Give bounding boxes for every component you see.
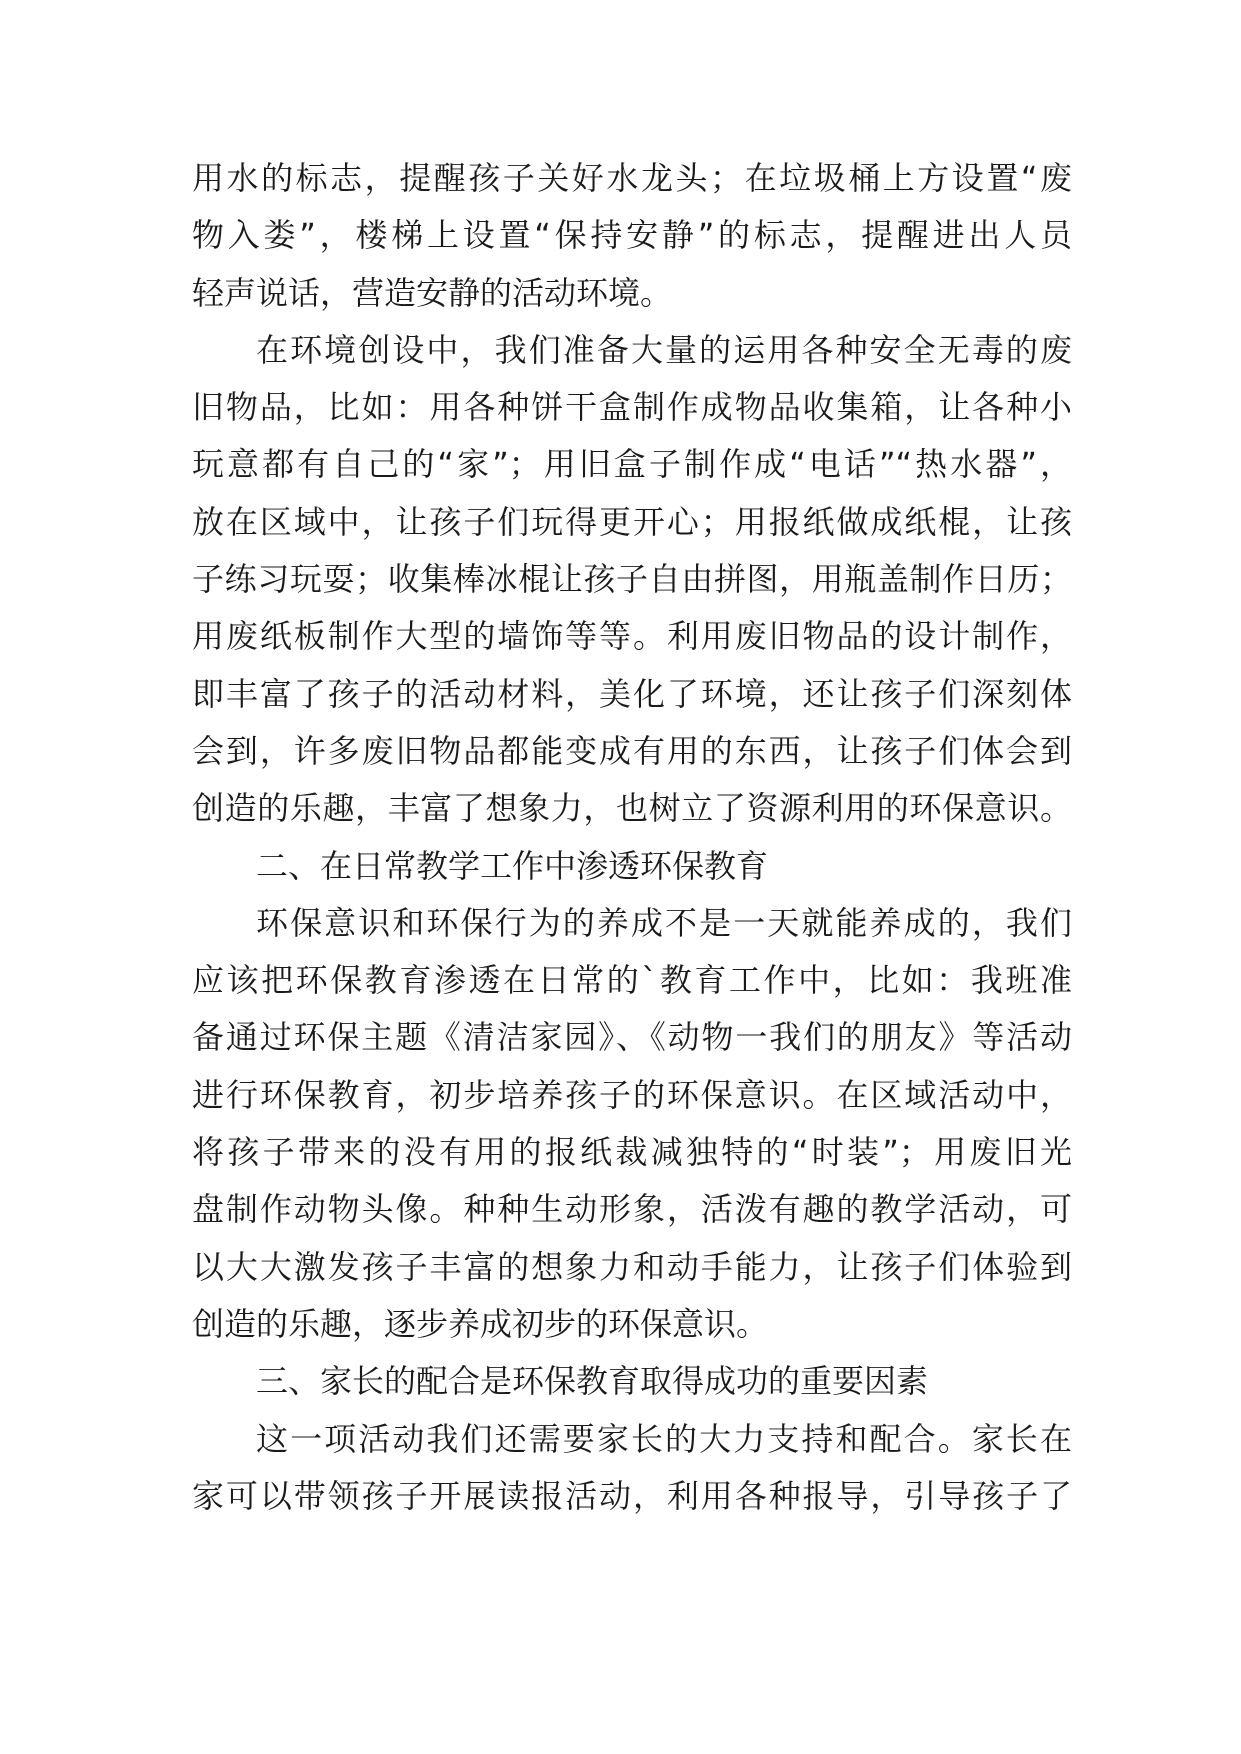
text-line: 创造的乐趣，逐步养成初步的环保意识。 bbox=[192, 1304, 769, 1343]
text-line: 家可以带领孩子开展读报活动，利用各种报导，引导孩子了 bbox=[192, 1476, 1072, 1515]
text-line: 会到，许多废旧物品都能变成有用的东西，让孩子们体会到 bbox=[192, 731, 1072, 770]
text-line: 放在区域中，让孩子们玩得更开心；用报纸做成纸棍，让孩 bbox=[192, 502, 1072, 541]
text-line: 盘制作动物头像。种种生动形象，活泼有趣的教学活动，可 bbox=[192, 1190, 1072, 1229]
text-line: 在环境创设中，我们准备大量的运用各种安全无毒的废 bbox=[256, 330, 1072, 369]
text-line: 轻声说话，营造安静的活动环境。 bbox=[192, 273, 673, 312]
text-line: 三、家长的配合是环保教育取得成功的重要因素 bbox=[256, 1362, 929, 1401]
text-line: 即丰富了孩子的活动材料，美化了环境，还让孩子们深刻体 bbox=[192, 674, 1072, 713]
text-line: 二、在日常教学工作中渗透环保教育 bbox=[256, 846, 769, 885]
text-line: 进行环保教育，初步培养孩子的环保意识。在区域活动中， bbox=[192, 1075, 1072, 1114]
text-line: 物入娄”，楼梯上设置“保持安静”的标志，提醒进出人员 bbox=[192, 216, 1072, 255]
text-line: 以大大激发孩子丰富的想象力和动手能力，让孩子们体验到 bbox=[192, 1247, 1072, 1286]
text-line: 这一项活动我们还需要家长的大力支持和配合。家长在 bbox=[256, 1419, 1072, 1458]
text-line: 创造的乐趣，丰富了想象力，也树立了资源利用的环保意识。 bbox=[192, 789, 1072, 828]
text-line: 环保意识和环保行为的养成不是一天就能养成的，我们 bbox=[256, 903, 1072, 942]
text-line: 备通过环保主题《清洁家园》、《动物一我们的朋友》等活动 bbox=[192, 1018, 1072, 1057]
document-body bbox=[192, 150, 1072, 1525]
text-line: 旧物品，比如：用各种饼干盒制作成物品收集箱，让各种小 bbox=[192, 388, 1072, 427]
text-line: 子练习玩耍；收集棒冰棍让孩子自由拼图，用瓶盖制作日历； bbox=[192, 560, 1072, 599]
text-line: 用废纸板制作大型的墙饰等等。利用废旧物品的设计制作， bbox=[192, 617, 1072, 656]
text-line: 玩意都有自己的“家”；用旧盒子制作成“电话”“热水器”， bbox=[192, 445, 1072, 484]
text-line: 用水的标志，提醒孩子关好水龙头；在垃圾桶上方设置“废 bbox=[192, 159, 1072, 197]
text-line: 将孩子带来的没有用的报纸裁减独特的“时装”；用废旧光 bbox=[192, 1133, 1072, 1172]
text-line: 应该把环保教育渗透在日常的`教育工作中，比如：我班准 bbox=[192, 961, 1072, 1000]
